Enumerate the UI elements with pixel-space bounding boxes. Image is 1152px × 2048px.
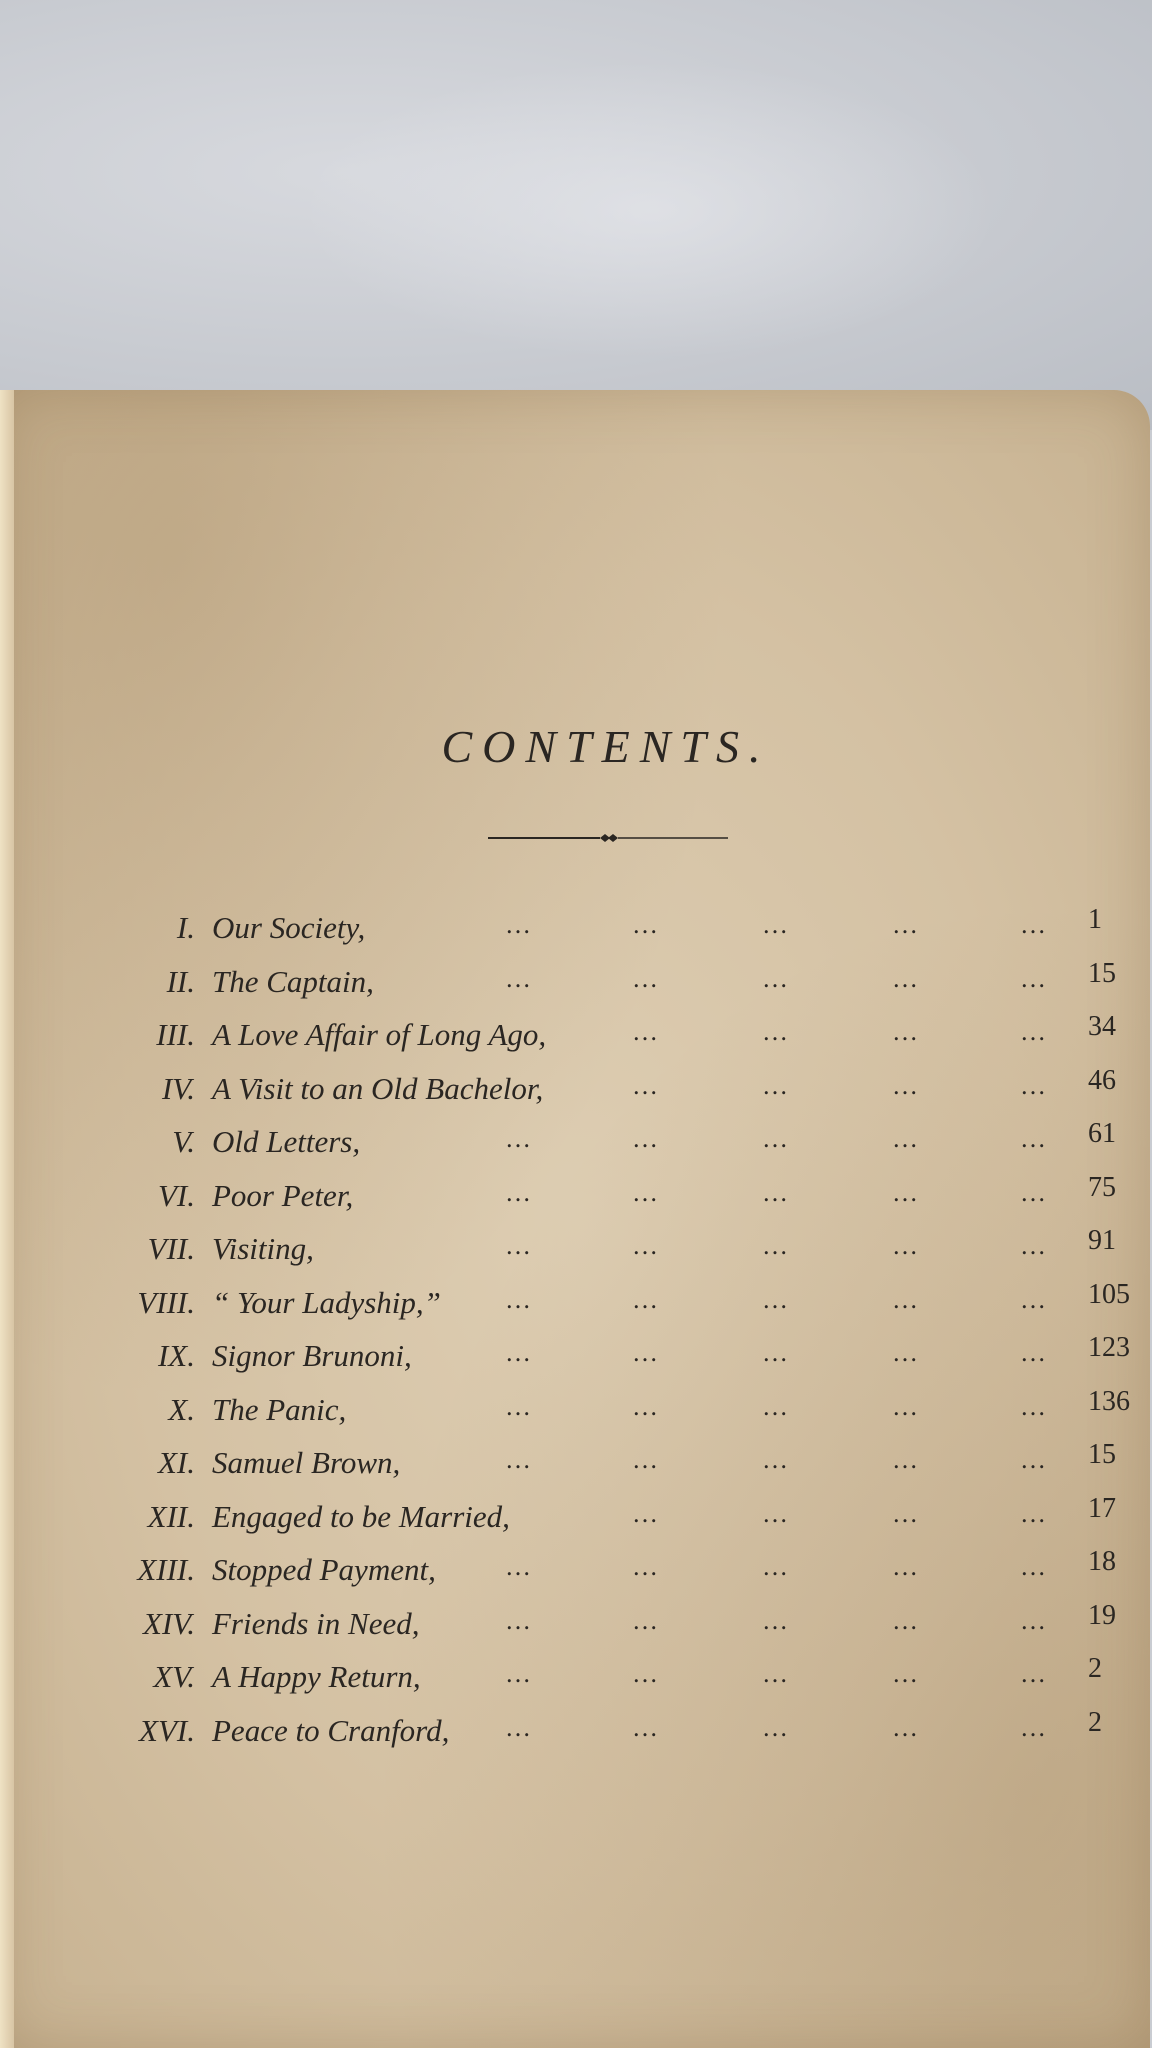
- chapter-title: The Panic,: [212, 1391, 347, 1427]
- leader-dots: …: [505, 1124, 532, 1153]
- chapter-numeral: I.: [176, 910, 195, 945]
- toc-entry: [0, 1492, 1150, 1551]
- leader-dots: …: [505, 1284, 532, 1314]
- toc-entry: [0, 1332, 1150, 1390]
- leader-dots: …: [632, 1445, 659, 1474]
- leader-dots: …: [762, 963, 789, 993]
- chapter-numeral: XIII.: [137, 1552, 195, 1587]
- leader-dots: …: [1020, 910, 1047, 939]
- leader-dots: …: [505, 1391, 532, 1421]
- page-number: 34: [1088, 1011, 1116, 1042]
- chapter-numeral: VI.: [157, 1177, 195, 1213]
- leader-dots: …: [1020, 1659, 1047, 1688]
- page-number: 75: [1088, 1171, 1116, 1203]
- leader-dots: …: [892, 1070, 919, 1100]
- leader-dots: …: [1020, 1498, 1047, 1528]
- leader-dots: …: [762, 1231, 789, 1260]
- chapter-title: Friends in Need,: [212, 1605, 420, 1641]
- chapter-title: Stopped Payment,: [212, 1552, 436, 1587]
- leader-dots: …: [1020, 1552, 1047, 1581]
- chapter-title: A Happy Return,: [212, 1659, 421, 1694]
- leader-dots: …: [762, 1712, 789, 1742]
- leader-dots: …: [1020, 1712, 1047, 1742]
- leader-dots: …: [762, 1338, 789, 1367]
- toc-entry: [0, 1599, 1150, 1658]
- toc-entry: [0, 1546, 1150, 1604]
- leader-dots: …: [1020, 1177, 1047, 1207]
- chapter-numeral: II.: [166, 963, 195, 999]
- leader-dots: …: [762, 1177, 789, 1207]
- page-number: 18: [1088, 1546, 1116, 1577]
- chapter-numeral: XIV.: [143, 1605, 195, 1641]
- page-number: 136: [1088, 1385, 1130, 1417]
- chapter-numeral: III.: [156, 1017, 195, 1052]
- leader-dots: …: [762, 1391, 789, 1421]
- page-number: 17: [1088, 1492, 1116, 1524]
- leader-dots: …: [892, 1605, 919, 1635]
- page-number: 105: [1088, 1278, 1130, 1310]
- page-number: 2: [1088, 1653, 1102, 1684]
- toc-entry: [0, 904, 1150, 962]
- leader-dots: …: [505, 1445, 532, 1474]
- page-number: 19: [1088, 1599, 1116, 1631]
- leader-dots: …: [505, 1712, 532, 1742]
- leader-dots: …: [762, 1498, 789, 1528]
- leader-dots: …: [632, 1391, 659, 1421]
- leader-dots: …: [632, 1338, 659, 1367]
- leader-dots: …: [892, 1338, 919, 1367]
- book-page: [0, 390, 1150, 2048]
- chapter-numeral: IX.: [157, 1338, 195, 1373]
- chapter-numeral: XI.: [157, 1445, 195, 1480]
- leader-dots: …: [632, 1552, 659, 1581]
- page-number: 15: [1088, 1439, 1116, 1470]
- chapter-title: Our Society,: [212, 910, 366, 945]
- chapter-numeral: VII.: [147, 1231, 195, 1266]
- chapter-title: Poor Peter,: [212, 1177, 354, 1213]
- leader-dots: …: [762, 1605, 789, 1635]
- leader-dots: …: [1020, 1605, 1047, 1635]
- toc-entry: [0, 1011, 1150, 1069]
- chapter-numeral: XVI.: [139, 1712, 195, 1748]
- leader-dots: …: [892, 1712, 919, 1742]
- leader-dots: …: [892, 1498, 919, 1528]
- leader-dots: …: [762, 1017, 789, 1046]
- leader-dots: …: [892, 1391, 919, 1421]
- ornament-rule: [488, 828, 728, 848]
- leader-dots: …: [1020, 1445, 1047, 1474]
- leader-dots: …: [1020, 1231, 1047, 1260]
- chapter-numeral: IV.: [161, 1070, 195, 1106]
- leader-dots: …: [505, 1338, 532, 1367]
- leader-dots: …: [892, 1659, 919, 1688]
- page-number: 91: [1088, 1225, 1116, 1256]
- toc-entry: [0, 1278, 1150, 1337]
- chapter-numeral: V.: [172, 1124, 195, 1159]
- leader-dots: …: [632, 1498, 659, 1528]
- leader-dots: …: [762, 910, 789, 939]
- page-number: 15: [1088, 957, 1116, 989]
- chapter-title: Engaged to be Married,: [212, 1498, 510, 1534]
- leader-dots: …: [632, 1177, 659, 1207]
- chapter-title: Samuel Brown,: [212, 1445, 401, 1480]
- chapter-title: “ Your Ladyship,”: [212, 1284, 441, 1320]
- leader-dots: …: [632, 1070, 659, 1100]
- chapter-title: A Visit to an Old Bachelor,: [212, 1070, 544, 1106]
- chapter-numeral: X.: [168, 1391, 195, 1427]
- leader-dots: …: [1020, 1391, 1047, 1421]
- leader-dots: …: [762, 1070, 789, 1100]
- leader-dots: …: [505, 1552, 532, 1581]
- leader-dots: …: [762, 1659, 789, 1688]
- leader-dots: …: [632, 1017, 659, 1046]
- leader-dots: …: [505, 1659, 532, 1688]
- toc-entry: [0, 1706, 1150, 1765]
- leader-dots: …: [1020, 1070, 1047, 1100]
- page-number: 61: [1088, 1118, 1116, 1149]
- toc-entry: [0, 957, 1150, 1016]
- toc-entry: [0, 1064, 1150, 1123]
- leader-dots: …: [505, 1605, 532, 1635]
- toc-entry: [0, 1653, 1150, 1711]
- chapter-title: Peace to Cranford,: [212, 1712, 450, 1748]
- toc-entry: [0, 1225, 1150, 1283]
- leader-dots: …: [505, 910, 532, 939]
- leader-dots: …: [632, 1659, 659, 1688]
- page-number: 1: [1088, 904, 1102, 935]
- background-surface: [0, 0, 1152, 430]
- chapter-numeral: VIII.: [137, 1284, 195, 1320]
- leader-dots: …: [892, 910, 919, 939]
- chapter-title: Visiting,: [212, 1231, 314, 1266]
- leader-dots: …: [505, 1231, 532, 1260]
- leader-dots: …: [632, 1712, 659, 1742]
- leader-dots: …: [632, 1284, 659, 1314]
- chapter-numeral: XII.: [147, 1498, 195, 1534]
- chapter-title: Old Letters,: [212, 1124, 361, 1159]
- page-number: 2: [1088, 1706, 1102, 1738]
- leader-dots: …: [762, 1552, 789, 1581]
- chapter-title: Signor Brunoni,: [212, 1338, 412, 1373]
- leader-dots: …: [892, 1552, 919, 1581]
- chapter-title: The Captain,: [212, 963, 374, 999]
- leader-dots: …: [1020, 963, 1047, 993]
- toc-entry: [0, 1118, 1150, 1176]
- leader-dots: …: [1020, 1124, 1047, 1153]
- leader-dots: …: [1020, 1338, 1047, 1367]
- leader-dots: …: [892, 1445, 919, 1474]
- toc-entry: [0, 1439, 1150, 1497]
- leader-dots: …: [505, 963, 532, 993]
- leader-dots: …: [632, 1231, 659, 1260]
- page-title: CONTENTS.: [441, 721, 771, 772]
- leader-dots: …: [892, 1177, 919, 1207]
- page-number: 123: [1088, 1332, 1130, 1363]
- leader-dots: …: [892, 1124, 919, 1153]
- leader-dots: …: [892, 1017, 919, 1046]
- page-number: 46: [1088, 1064, 1116, 1096]
- toc-entry: [0, 1171, 1150, 1230]
- leader-dots: …: [762, 1124, 789, 1153]
- leader-dots: …: [1020, 1284, 1047, 1314]
- leader-dots: …: [632, 1124, 659, 1153]
- leader-dots: …: [762, 1445, 789, 1474]
- chapter-numeral: XV.: [153, 1659, 195, 1694]
- leader-dots: …: [892, 963, 919, 993]
- leader-dots: …: [632, 963, 659, 993]
- leader-dots: …: [632, 910, 659, 939]
- chapter-title: A Love Affair of Long Ago,: [212, 1017, 547, 1052]
- leader-dots: …: [505, 1177, 532, 1207]
- leader-dots: …: [892, 1284, 919, 1314]
- leader-dots: …: [632, 1605, 659, 1635]
- toc-entry: [0, 1385, 1150, 1444]
- leader-dots: …: [762, 1284, 789, 1314]
- leader-dots: …: [1020, 1017, 1047, 1046]
- leader-dots: …: [892, 1231, 919, 1260]
